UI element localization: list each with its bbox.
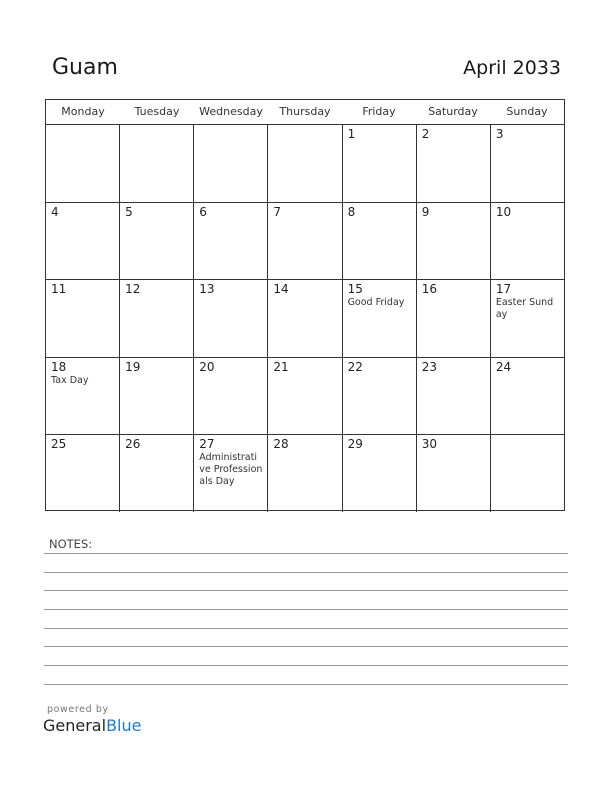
calendar-day-cell [417, 203, 491, 280]
calendar-grid [45, 99, 565, 511]
notes-line [44, 684, 568, 685]
weekday-label: Saturday [428, 105, 478, 118]
calendar-day-cell [120, 435, 194, 512]
holiday-label: Easter Sunday [495, 297, 554, 321]
day-number: 16 [421, 282, 437, 297]
weekday-label: Thursday [279, 105, 331, 118]
calendar-day-cell [417, 358, 491, 435]
weekday-label: Wednesday [199, 105, 263, 118]
notes-line [44, 572, 568, 573]
calendar-day-cell [268, 358, 342, 435]
day-number: 21 [273, 359, 289, 374]
day-number: 14 [273, 282, 289, 297]
day-number: 8 [347, 204, 356, 219]
calendar-day-cell [194, 435, 268, 512]
notes-line [44, 553, 568, 554]
day-number: 30 [421, 437, 437, 452]
weekday-label: Friday [362, 105, 396, 118]
calendar-day-cell [120, 280, 194, 357]
day-number: 7 [273, 204, 282, 219]
calendar-day-cell [268, 203, 342, 280]
calendar-day-cell [491, 280, 564, 357]
calendar-day-cell [491, 435, 564, 512]
notes-line [44, 646, 568, 647]
day-number: 20 [199, 359, 215, 374]
calendar-day-cell [491, 358, 564, 435]
calendar-day-cell [194, 358, 268, 435]
calendar-day-cell [120, 358, 194, 435]
day-number: 28 [273, 437, 289, 452]
day-number: 11 [51, 282, 67, 297]
notes-line [44, 609, 568, 610]
calendar-day-cell [120, 203, 194, 280]
day-number: 12 [125, 282, 141, 297]
notes-label: NOTES: [49, 537, 93, 551]
calendar-day-cell [46, 435, 120, 512]
calendar-weeks [46, 125, 564, 512]
holiday-label: Administrative Professionals Day [199, 452, 263, 488]
calendar-day-cell [46, 280, 120, 357]
day-number: 3 [495, 127, 504, 141]
calendar-week-row [46, 358, 564, 436]
calendar-day-cell [343, 203, 417, 280]
powered-by-text: powered by [47, 704, 109, 715]
day-number: 13 [199, 282, 215, 297]
calendar-day-cell [268, 125, 342, 202]
calendar-week-row [46, 280, 564, 358]
calendar-day-cell [268, 435, 342, 512]
day-number: 6 [199, 204, 207, 219]
day-number: 25 [51, 437, 67, 452]
weekday-label: Sunday [506, 105, 548, 118]
notes-line [44, 665, 568, 666]
day-number: 19 [125, 359, 141, 374]
calendar-day-cell [268, 280, 342, 357]
calendar-day-cell [46, 358, 120, 435]
calendar-day-cell [343, 435, 417, 512]
day-number: 22 [347, 359, 363, 374]
calendar-day-cell [417, 280, 491, 357]
day-number: 24 [495, 359, 512, 374]
notes-line [44, 590, 568, 591]
holiday-label: Good Friday [347, 297, 405, 309]
calendar-day-cell [491, 203, 564, 280]
calendar-week-row [46, 203, 564, 281]
calendar-day-cell [194, 125, 268, 202]
calendar-month-title: April 2033 [463, 57, 561, 79]
calendar-day-cell [120, 125, 194, 202]
calendar-day-cell [417, 125, 491, 202]
day-number: 5 [125, 204, 133, 219]
calendar-region-title: Guam [52, 55, 118, 80]
day-number: 29 [347, 437, 363, 452]
day-number: 17 [495, 282, 512, 297]
day-number: 23 [421, 359, 437, 374]
brand-part-blue: Blue [106, 716, 142, 735]
day-number: 26 [125, 437, 141, 452]
calendar-day-cell [343, 125, 417, 202]
calendar-week-row [46, 435, 564, 512]
calendar-day-cell [343, 280, 417, 357]
day-number: 18 [51, 359, 67, 374]
calendar-day-cell [46, 125, 120, 202]
weekday-header-row [46, 100, 564, 125]
day-number: 27 [199, 437, 215, 452]
day-number: 4 [51, 204, 59, 219]
calendar-day-cell [194, 203, 268, 280]
weekday-label: Tuesday [134, 105, 180, 118]
day-number: 2 [421, 127, 430, 141]
calendar-day-cell [194, 280, 268, 357]
calendar-day-cell [46, 203, 120, 280]
calendar-day-cell [491, 125, 564, 202]
calendar-day-cell [417, 435, 491, 512]
calendar-week-row [46, 125, 564, 203]
day-number: 1 [347, 127, 356, 141]
calendar-day-cell [343, 358, 417, 435]
generalblue-logo[interactable] [43, 716, 141, 735]
notes-line [44, 628, 568, 629]
holiday-label: Tax Day [51, 374, 89, 386]
weekday-label: Monday [61, 105, 105, 118]
day-number: 10 [495, 204, 512, 219]
day-number: 9 [421, 204, 430, 219]
brand-part-general: General [43, 716, 107, 735]
day-number: 15 [347, 282, 363, 297]
